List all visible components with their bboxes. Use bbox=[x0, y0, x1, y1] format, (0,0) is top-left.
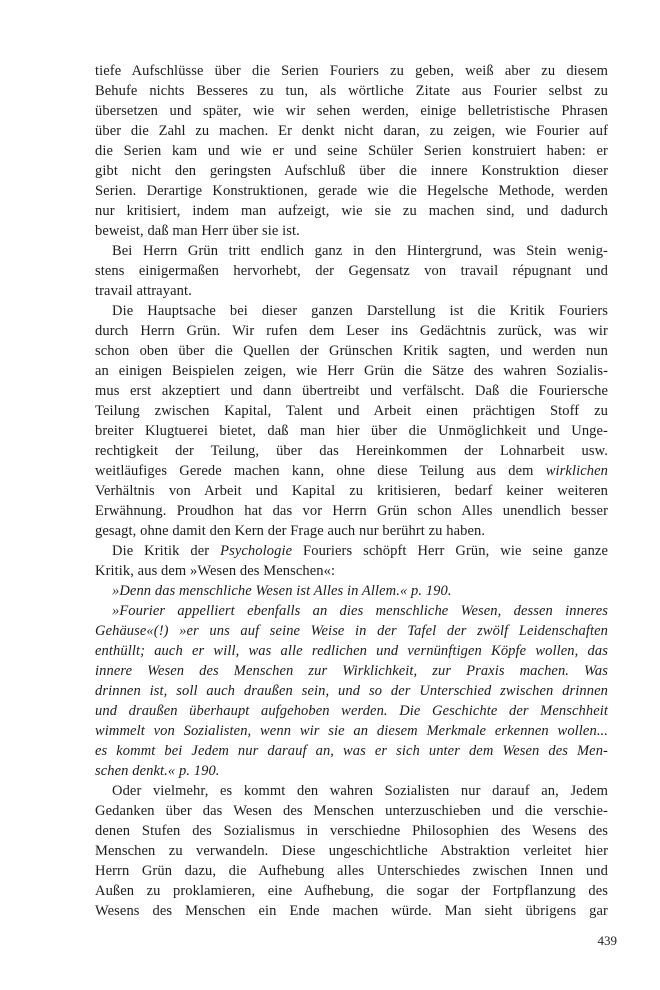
text-line bbox=[95, 801, 608, 821]
italic-text-run: »Fourier appelliert ebenfalls an dies menschliche Wesen, dessen inneres bbox=[112, 603, 608, 619]
italic-text-run: Gehäuse«(!) »er uns auf seine Weise in der Tafel der zwölf Leidenschaften bbox=[95, 623, 608, 639]
italic-text-run: enthüllt; auch er will, was alle redlichen und vernünftigen Köpfe wollen, das bbox=[95, 643, 608, 659]
text-run: Die Hauptsache bei dieser ganzen Darstellung ist die Kritik Fouriers bbox=[112, 303, 608, 319]
text-line bbox=[95, 341, 608, 361]
text-line bbox=[95, 701, 608, 721]
text-line bbox=[95, 101, 608, 121]
text-run: gesagt, ohne damit den Kern der Frage auch nur berührt zu haben. bbox=[95, 523, 486, 539]
text-line bbox=[95, 281, 608, 301]
text-run: Herrn Grün dazu, die Aufhebung alles Unterschiedes zwischen Innen und bbox=[95, 863, 608, 879]
page-text bbox=[95, 61, 608, 921]
italic-text-run: Psychologie bbox=[220, 543, 293, 559]
text-line bbox=[95, 681, 608, 701]
text-line bbox=[95, 421, 608, 441]
text-run: denen Stufen des Sozialismus in verschiedne Philosophien des Wesens des bbox=[95, 823, 608, 839]
text-run: Fouriers schöpft Herr Grün, wie seine ganze bbox=[292, 543, 608, 559]
text-line bbox=[95, 181, 608, 201]
text-run: durch Herrn Grün. Wir rufen dem Leser ins Gedächtnis zurück, was wir bbox=[95, 323, 608, 339]
text-run: Erwähnung. Proudhon hat das vor Herrn Grün schon Alles unendlich besser bbox=[95, 503, 608, 519]
text-run: schon oben über die Quellen der Grünschen Kritik sagten, und werden nun bbox=[95, 343, 608, 359]
text-line bbox=[95, 821, 608, 841]
text-line bbox=[95, 501, 608, 521]
text-run: stens einigermaßen hervorhebt, der Gegensatz von travail répugnant und bbox=[95, 263, 608, 279]
text-line bbox=[95, 861, 608, 881]
text-run: Serien. Derartige Konstruktionen, gerade wie die Hegelsche Methode, werden bbox=[95, 183, 608, 199]
text-line bbox=[95, 561, 608, 581]
text-run: Außen zu proklamieren, eine Aufhebung, die sogar der Fortpflanzung des bbox=[95, 883, 608, 899]
text-line bbox=[95, 321, 608, 341]
text-line bbox=[95, 301, 608, 321]
text-run: Oder vielmehr, es kommt den wahren Sozialisten nur darauf an, Jedem bbox=[112, 783, 608, 799]
text-line bbox=[95, 161, 608, 181]
text-line bbox=[95, 81, 608, 101]
text-run: Kritik, aus dem »Wesen des Menschen«: bbox=[95, 563, 336, 579]
text-run: rechtigkeit der Teilung, über das Hereinkommen der Lohnarbeit usw. bbox=[95, 443, 608, 459]
text-line bbox=[95, 361, 608, 381]
text-run: mus erst akzeptiert und dann übertreibt und verfälscht. Daß die Fouriersche bbox=[95, 383, 608, 399]
text-run: beweist, daß man Herr über sie ist. bbox=[95, 223, 300, 239]
text-run: Die Kritik der bbox=[112, 543, 221, 559]
italic-text-run: drinnen ist, soll auch draußen sein, und so der Unterschied zwischen drinnen bbox=[95, 683, 608, 699]
text-run: die Serien kam und wie er und seine Schüler Serien konstruiert haben: er bbox=[95, 143, 608, 159]
text-line bbox=[95, 221, 608, 241]
page-number: 439 bbox=[597, 933, 617, 948]
text-run: Behufe nichts Besseres zu tun, als wörtliche Zitate aus Fourier selbst zu bbox=[95, 83, 608, 99]
text-line bbox=[95, 761, 608, 781]
text-line bbox=[95, 741, 608, 761]
text-run: weitläufiges Gerede machen kann, ohne diese Teilung aus dem bbox=[95, 463, 546, 479]
text-line bbox=[95, 581, 608, 601]
italic-text-run: innere Wesen des Menschen zur Wirklichkeit, zur Praxis machen. Was bbox=[95, 663, 608, 679]
italic-text-run: schen denkt.« p. 190. bbox=[95, 763, 220, 779]
text-run: übersetzen und später, wie wir sehen werden, einige belletristische Phrasen bbox=[95, 103, 608, 119]
text-line bbox=[95, 121, 608, 141]
text-line bbox=[95, 461, 608, 481]
italic-text-run: es kommt bei Jedem nur darauf an, was er sich unter dem Wesen des Men- bbox=[95, 743, 608, 759]
text-run: travail attrayant. bbox=[95, 283, 192, 299]
text-line bbox=[95, 881, 608, 901]
text-line bbox=[95, 541, 608, 561]
italic-text-run: wimmelt von Sozialisten, wenn wir sie an diesem Merkmale erkennen wollen... bbox=[95, 723, 608, 739]
text-line bbox=[95, 621, 608, 641]
text-line bbox=[95, 901, 608, 921]
text-line bbox=[95, 441, 608, 461]
text-run: tiefe Aufschlüsse über die Serien Fouriers zu geben, weiß aber zu diesem bbox=[95, 63, 608, 79]
text-line bbox=[95, 201, 608, 221]
text-run: über die Zahl zu machen. Er denkt nicht daran, zu zeigen, wie Fourier auf bbox=[95, 123, 608, 139]
text-line bbox=[95, 661, 608, 681]
text-run: an einigen Beispielen zeigen, wie Herr Grün die Sätze des wahren Sozialis- bbox=[95, 363, 608, 379]
text-line bbox=[95, 61, 608, 81]
text-run: Menschen zu verwandeln. Diese ungeschichtliche Abstraktion verleitet hier bbox=[95, 843, 608, 859]
text-line bbox=[95, 241, 608, 261]
text-line bbox=[95, 381, 608, 401]
text-run: gibt nicht den geringsten Aufschluß über die innere Konstruktion dieser bbox=[95, 163, 608, 179]
text-line bbox=[95, 781, 608, 801]
italic-text-run: »Denn das menschliche Wesen ist Alles in Allem.« p. 190. bbox=[112, 583, 452, 599]
text-run: Verhältnis von Arbeit und Kapital zu kritisieren, bedarf keiner weiteren bbox=[95, 483, 608, 499]
italic-text-run: und draußen überhaupt aufgehoben werden. Die Geschichte der Menschheit bbox=[95, 703, 608, 719]
text-run: Gedanken über das Wesen des Menschen unterzuschieben und die verschie- bbox=[95, 803, 608, 819]
text-run: breiter Klugtuerei bietet, daß man hier über die Unmöglichkeit und Unge- bbox=[95, 423, 608, 439]
text-line bbox=[95, 641, 608, 661]
text-run: Teilung zwischen Kapital, Talent und Arbeit einen prächtigen Stoff zu bbox=[95, 403, 608, 419]
text-line bbox=[95, 521, 608, 541]
text-run: nur kritisiert, indem man aufzeigt, wie sie zu machen sind, und dadurch bbox=[95, 203, 608, 219]
text-run: Wesens des Menschen ein Ende machen würde. Man sieht übrigens gar bbox=[95, 903, 608, 919]
text-line bbox=[95, 261, 608, 281]
text-line bbox=[95, 721, 608, 741]
text-line bbox=[95, 401, 608, 421]
text-line bbox=[95, 141, 608, 161]
text-line bbox=[95, 841, 608, 861]
italic-text-run: wirklichen bbox=[545, 463, 608, 479]
text-line bbox=[95, 481, 608, 501]
text-line bbox=[95, 601, 608, 621]
text-run: Bei Herrn Grün tritt endlich ganz in den Hintergrund, was Stein wenig- bbox=[112, 243, 608, 259]
